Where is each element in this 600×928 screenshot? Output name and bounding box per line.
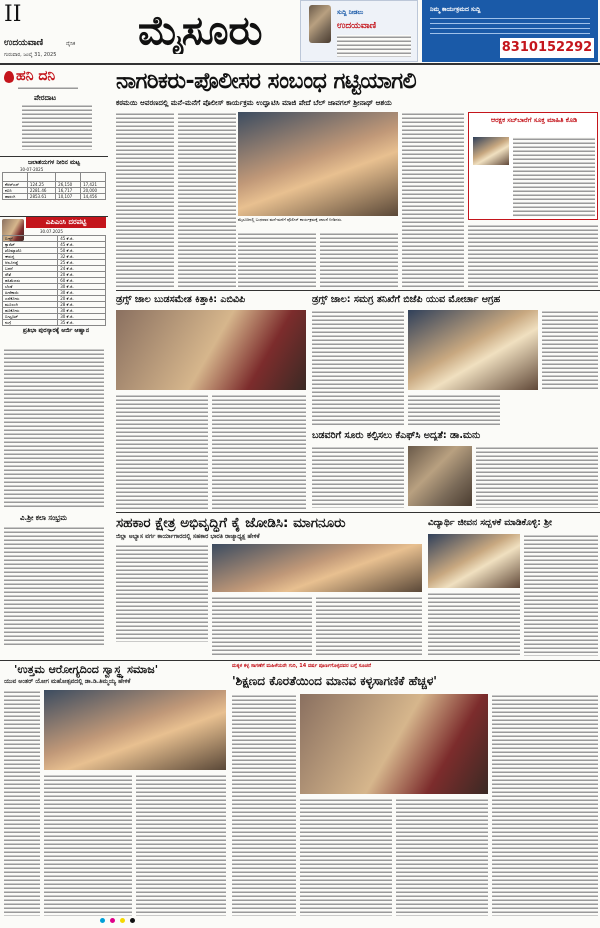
ad-phone-image <box>309 5 331 43</box>
table-row: ಕ್ಯಾರೆಟ್ 45 ಕೆ.ಜಿ. <box>3 242 106 248</box>
city-title: ಮೈಸೂರು <box>138 8 263 54</box>
reservoir-table <box>2 172 106 200</box>
table-row: ಬೆಂಡೆ 30 ಕೆ.ಜಿ. <box>3 284 106 290</box>
table-row: ಮೂಲಂಗಿ 28 ಕೆ.ಜಿ. <box>3 302 106 308</box>
date-line: ಗುರುವಾರ, ಜುಲೈ 31, 2025 <box>4 52 57 58</box>
register-dot <box>100 918 105 923</box>
price-date: 30.07.2025 <box>40 229 63 234</box>
lead-photo <box>238 112 398 216</box>
story3-headline: ಡ್ರಗ್ಸ್ ಜಾಲ: ಸಮಗ್ರ ತನಿಖೆಗೆ ಬಿಜೆಪಿ ಯುವ ಮೋರ್ಚಾ ಆಗ್ರಹ <box>312 294 501 305</box>
table-row: ಹೂಕೋಸು 30 ಕೆ.ಜಿ. <box>3 308 106 314</box>
market-title: ಪೇರದಾಟ <box>34 94 57 102</box>
masthead-rule <box>0 63 600 65</box>
lead-col3 <box>238 232 316 288</box>
table-row: ಸೌತೆ 20 ಕೆ.ಜಿ. <box>3 272 106 278</box>
reservoir-box <box>0 156 108 214</box>
table-row: ನುಗ್ಗೆ 35 ಕೆ.ಜಿ. <box>3 320 106 326</box>
ad-left-line1: ಸುದ್ದಿ ನೀಡಲು <box>337 9 364 16</box>
table-row: ಟೊಮ್ಯಾಟೊ 50 ಕೆ.ಜಿ. <box>3 248 106 254</box>
art-title: ವಿ.ಶ್ರೀ ಕಲಾ ಸಂಭ್ರಮ <box>20 514 67 522</box>
ad-left <box>300 0 418 62</box>
registration-marks <box>100 918 500 924</box>
table-row: ಕಬಿನಿ 2281.46 16,717 20,000 <box>3 188 106 194</box>
ad-left-line2: ಉದಯವಾಣಿ <box>337 21 377 31</box>
lead-photo-caption: ಮೈಸೂರಿನಲ್ಲಿ ಬುಧವಾರ ಮನೆ-ಮನೆಗೆ ಪೊಲೀಸ್ ಕಾರ್ಯಕ್ರಮಕ್ಕೆ ಚಾಲನೆ ನೀಡಿದರು. <box>238 217 343 222</box>
story4-headline: ಬಡವರಿಗೆ ಸೂರು ಕಲ್ಪಿಸಲು ಕೆಎಫ್‌ಸಿ ಅದ್ಯತೆ: ಡಾ.ಮನು <box>312 430 481 441</box>
story2-headline: ಡ್ರಗ್ಸ್ ಜಾಲ ಬುಡಸಮೇತ ಕಿತ್ತಾಕಿ: ಎಬಿವಿಪಿ <box>116 294 246 305</box>
info-box <box>468 112 598 220</box>
lead-col2 <box>178 112 236 288</box>
masthead <box>0 0 600 66</box>
register-dot <box>120 918 125 923</box>
lead-subhead: ಕಠಮಯಿ ಆವರಣದಲ್ಲಿ ಮನೆ-ಮನೆಗೆ ಪೊಲೀಸ್ ಕಾರ್ಯಕ್ರಮ ಉದ್ಘಾಟಿಸಿ ಮಾಜಿ ಪೇದೆ ಬೆಲ್ ಜಾವಗಲ್ ಶ್ರೀನಾಥ್ ಆಶಯ <box>116 98 392 107</box>
table-row: ಈರುಳ್ಳಿ 32 ಕೆ.ಜಿ. <box>3 254 106 260</box>
story7-headline: 'ಉತ್ತಮ ಆರೋಗ್ಯದಿಂದ ಸ್ವಾಸ್ಥ್ಯ ಸಮಾಜ' <box>14 663 159 676</box>
story7-photo <box>44 690 226 770</box>
story6-photo <box>428 534 520 588</box>
sidebar-brand: ಹನಿ ದನಿ <box>16 68 56 84</box>
price-table <box>2 235 106 326</box>
story8-headline: 'ಶಿಕ್ಷಣದ ಕೊರತೆಯಿಂದ ಮಾನವ ಕಳ್ಳಸಾಗಣಿಕೆ ಹೆಚ್ಚಳ' <box>232 674 437 688</box>
lead-col5 <box>402 112 464 288</box>
paper-name: ಉದಯವಾಣಿ <box>4 38 44 48</box>
ad-right-phone: 8310152292 <box>500 38 594 58</box>
honey-drop-icon <box>4 71 14 83</box>
story8-photo <box>300 694 488 794</box>
info-box-title: ಆರಕ್ಷಕ ಸಬ್‌ಬಾರೆಗೆ ಸೂಕ್ತ ಮಾಹಿತಿ ಕೊಡಿ <box>490 116 578 124</box>
table-row: ಕೆಆರ್‌ಎಸ್ 124.25 26,150 17,421 <box>3 182 106 188</box>
table-row: ಹಾರಂಗಿ 2853.61 10,107 14,456 <box>3 194 106 200</box>
ad-right-line1: ನಿಮ್ಮ ಕಾರ್ಯಕ್ರಮದ ಸುದ್ದಿ <box>430 6 481 13</box>
scholar-title: ಪ್ರತಿಭಾ ಪುರಸ್ಕಾರಕ್ಕೆ ಅರ್ಜಿ ಆಹ್ವಾನ <box>22 327 90 334</box>
story3-photo <box>408 310 538 390</box>
table-row: ಬೀಟ್ರೂಟ್ 30 ಕೆ.ಜಿ. <box>3 314 106 320</box>
price-title: ಎಪಿಎಂಸಿ ದರಪಟ್ಟಿ <box>26 217 106 228</box>
story7-subhead: ಯುವ ಅಂತರ್ ಯೋಗ ಮಹೋತ್ಸವದಲ್ಲಿ ಡಾ.ಡಿ.ತಿಮ್ಮಯ್ಯ ಹೇಳಿಕೆ <box>4 678 131 685</box>
story5-photo <box>212 544 422 592</box>
reservoir-title: ಜಲಾಶಯಗಳ ನೀರಿನ ಮಟ್ಟ <box>27 159 81 166</box>
story6-headline: ವಿದ್ಯಾರ್ಥಿ ಜೀವನ ಸದ್ಬಳಕೆ ಮಾಡಿಕೊಳ್ಳಿ: ಶ್ರೀ <box>428 518 552 528</box>
story4-photo <box>408 446 472 506</box>
story5-subhead: ಜಿಲ್ಲಾ ಅಭ್ಯಾಸ ವರ್ಗ ಕಾರ್ಯಾಗಾರದಲ್ಲಿ ಸಹಕಾರ ಭಾರತಿ ರಾಜ್ಯಾಧ್ಯಕ್ಷ ಹೇಳಿಕೆ <box>116 533 260 540</box>
story5-headline: ಸಹಕಾರ ಕ್ಷೇತ್ರ ಅಭಿವೃದ್ಧಿಗೆ ಕೈ ಜೋಡಿಸಿ: ಮಾಗನೂರು <box>116 515 346 531</box>
price-box <box>0 216 108 325</box>
reservoir-date: 30-07-2025 <box>20 167 44 172</box>
register-dot <box>110 918 115 923</box>
table-row: ಎಲೆಕೋಸು 20 ಕೆ.ಜಿ. <box>3 296 106 302</box>
story2-photo <box>116 310 306 390</box>
paper-sub: ದೈನಿಕ <box>66 41 76 47</box>
ad-right <box>422 0 598 62</box>
lead-col4 <box>320 232 398 288</box>
page-number: II <box>4 2 22 27</box>
table-row: ಬೀನ್ಸ್ 45 ಕೆ.ಜಿ. <box>3 236 106 242</box>
table-row: ಹೀರೆಕಾಯಿ 30 ಕೆ.ಜಿ. <box>3 290 106 296</box>
lead-col1 <box>116 112 174 288</box>
info-box-photo <box>473 137 509 165</box>
register-dot <box>130 918 135 923</box>
story8-kicker: ಮಕ್ಕಳ ಕಳ್ಳ ಸಾಗಣೆಗೆ ಮಹಿಳೆಯರೇ ಗುರಿ, 14 ವರ್ಷ ಪೂರ್ಣಗೊಳ್ಳದವರ ಬಗ್ಗೆ ಸೂಚನೆ <box>232 663 371 669</box>
table-row: ಹಸಿಮೆಣಸು 60 ಕೆ.ಜಿ. <box>3 278 106 284</box>
table-row: ಬದನೆ 24 ಕೆ.ಜಿ. <box>3 266 106 272</box>
lead-headline: ನಾಗರಿಕರು-ಪೊಲೀಸರ ಸಂಬಂಧ ಗಟ್ಟಿಯಾಗಲಿ <box>116 69 417 94</box>
table-header <box>3 173 106 182</box>
table-row: ಆಲೂಗಡ್ಡೆ 25 ಕೆ.ಜಿ. <box>3 260 106 266</box>
